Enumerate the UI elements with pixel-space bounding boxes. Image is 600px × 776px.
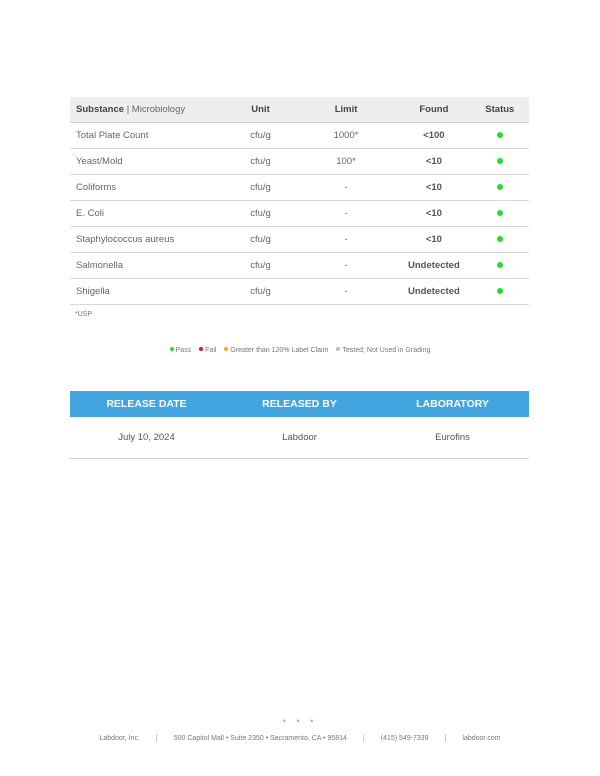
limit-cell: 1000* xyxy=(295,123,397,149)
footer-phone: (415) 549-7339 xyxy=(380,735,429,742)
release-date-value: July 10, 2024 xyxy=(70,417,223,459)
status-pass-dot-icon xyxy=(497,210,503,216)
header-divider: | xyxy=(126,104,130,115)
legend-pass xyxy=(170,347,192,354)
release-table-header xyxy=(70,391,529,417)
status-cell xyxy=(471,175,529,201)
unit-cell: cfu/g xyxy=(226,201,295,227)
table-row xyxy=(70,253,529,279)
release-date-header: RELEASE DATE xyxy=(70,391,223,417)
status-legend xyxy=(0,347,600,354)
legend-over-claim xyxy=(224,347,328,354)
footer-dots: • • • xyxy=(282,716,318,726)
table-row xyxy=(70,279,529,305)
released-by-header: RELEASED BY xyxy=(223,391,376,417)
tested-dot-icon xyxy=(336,347,340,351)
laboratory-value: Eurofins xyxy=(376,417,529,459)
found-cell: <10 xyxy=(397,175,470,201)
microbiology-table-body xyxy=(70,123,529,305)
legend-pass-label: Pass xyxy=(175,347,192,354)
substance-cell: Coliforms xyxy=(70,175,226,201)
status-cell xyxy=(471,279,529,305)
limit-cell: - xyxy=(295,279,397,305)
found-cell: <100 xyxy=(397,123,470,149)
found-header: Found xyxy=(397,97,470,123)
status-pass-dot-icon xyxy=(497,288,503,294)
table-row xyxy=(70,201,529,227)
limit-cell: - xyxy=(295,253,397,279)
microbiology-table xyxy=(70,97,529,305)
found-cell: Undetected xyxy=(397,253,470,279)
unit-cell: cfu/g xyxy=(226,253,295,279)
status-pass-dot-icon xyxy=(497,132,503,138)
laboratory-header: LABORATORY xyxy=(376,391,529,417)
unit-cell: cfu/g xyxy=(226,149,295,175)
substance-cell: Shigella xyxy=(70,279,226,305)
release-table xyxy=(70,391,529,459)
legend-tested xyxy=(336,347,430,354)
limit-cell: 100* xyxy=(295,149,397,175)
status-cell xyxy=(471,201,529,227)
unit-header: Unit xyxy=(226,97,295,123)
unit-cell: cfu/g xyxy=(226,175,295,201)
unit-cell: cfu/g xyxy=(226,227,295,253)
fail-dot-icon xyxy=(199,347,203,351)
page-footer: Labdoor, Inc. | 500 Capitol Mall • Suite 2350 • Sacramento, CA • 95814 | (415) 549-7339 | labdoor.com xyxy=(99,735,501,742)
found-cell: <10 xyxy=(397,201,470,227)
substance-cell: Staphylococcus aureus xyxy=(70,227,226,253)
table-row xyxy=(70,149,529,175)
pass-dot-icon xyxy=(170,347,174,351)
status-pass-dot-icon xyxy=(497,262,503,268)
found-cell: <10 xyxy=(397,227,470,253)
table-row xyxy=(70,175,529,201)
legend-fail-label: Fail xyxy=(205,347,217,354)
status-pass-dot-icon xyxy=(497,158,503,164)
category-header-label: Microbiology xyxy=(131,104,186,115)
footer-company: Labdoor, Inc. xyxy=(99,735,140,742)
footer-address: 500 Capitol Mall • Suite 2350 • Sacramento, CA • 95814 xyxy=(173,735,347,742)
status-cell xyxy=(471,253,529,279)
substance-header-label: Substance xyxy=(76,104,125,115)
found-cell: <10 xyxy=(397,149,470,175)
limit-cell: - xyxy=(295,175,397,201)
table-row xyxy=(70,123,529,149)
unit-cell: cfu/g xyxy=(226,123,295,149)
substance-header xyxy=(70,97,226,123)
status-cell xyxy=(471,149,529,175)
legend-over-claim-label: Greater than 120% Label Claim xyxy=(230,347,329,354)
microbiology-table-header xyxy=(70,97,529,123)
legend-fail xyxy=(199,347,216,354)
substance-cell: Yeast/Mold xyxy=(70,149,226,175)
footnote: *USP xyxy=(75,311,93,318)
table-row xyxy=(70,227,529,253)
status-header: Status xyxy=(471,97,529,123)
found-cell: Undetected xyxy=(397,279,470,305)
release-table-row xyxy=(70,417,529,459)
released-by-value: Labdoor xyxy=(223,417,376,459)
status-cell xyxy=(471,123,529,149)
footer-website[interactable]: labdoor.com xyxy=(462,735,501,742)
status-cell xyxy=(471,227,529,253)
substance-cell: Salmonella xyxy=(70,253,226,279)
over-claim-dot-icon xyxy=(224,347,228,351)
substance-cell: Total Plate Count xyxy=(70,123,226,149)
limit-cell: - xyxy=(295,201,397,227)
substance-cell: E. Coli xyxy=(70,201,226,227)
legend-tested-label: Tested; Not Used in Grading xyxy=(342,347,431,354)
limit-cell: - xyxy=(295,227,397,253)
status-pass-dot-icon xyxy=(497,184,503,190)
limit-header: Limit xyxy=(295,97,397,123)
unit-cell: cfu/g xyxy=(226,279,295,305)
status-pass-dot-icon xyxy=(497,236,503,242)
